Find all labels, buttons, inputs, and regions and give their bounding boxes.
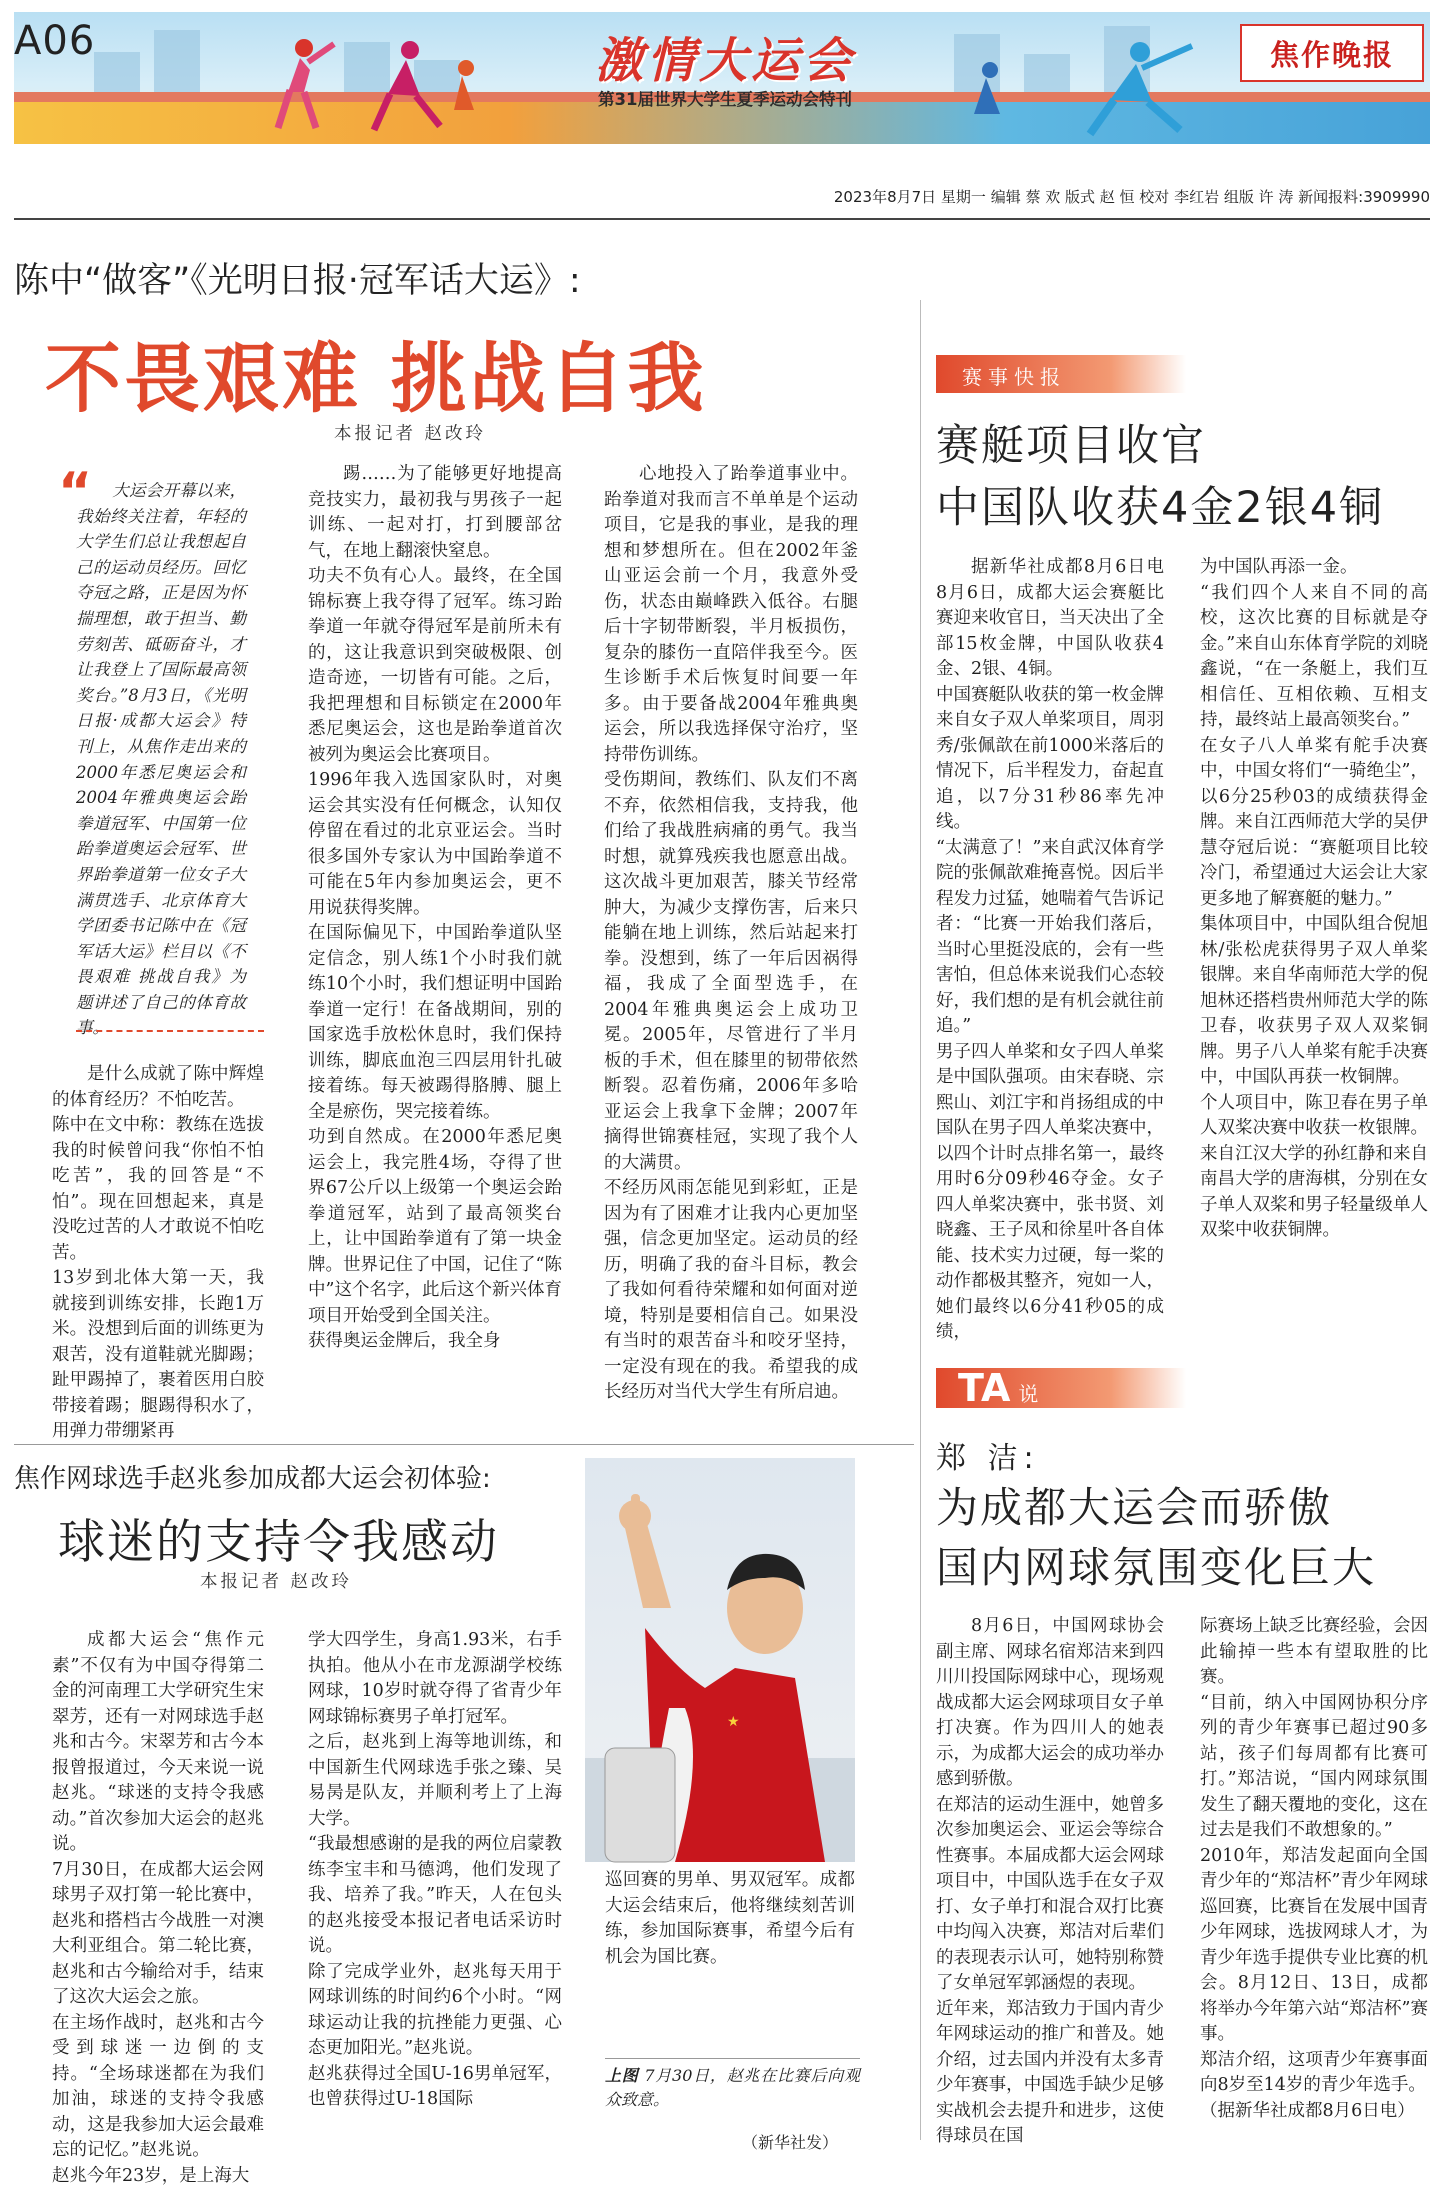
athlete-figure xyxy=(585,1458,855,1862)
ta-col-1: 8月6日，中国网球协会副主席、网球名宿郑洁来到四川川投国际网球中心，现场观战成都大运会网球项目女子单打决赛。作为四川人的她表示，为成都大运会的成功举办感到骄傲。 在郑洁的运动生涯中，她曾多次参加奥运会、亚运会等综合性赛事。本届成都大运会网球项目中，中国队选手在女子双打、女子单打和混合双打比赛中均闯入决赛，郑洁对后辈们的表现表示认可，她特别称赞了女单冠军郭涵煜的表现。 近年来，郑洁致力于国内青少年网球运动的推广和普及。她介绍，过去国内并没有太多青少年赛事，中国选手缺少足够实战机会去提升和进步，这使得球员在国 xyxy=(936,1616,1164,2146)
main-kicker: 陈中“做客”《光明日报·冠军话大运》: xyxy=(14,261,581,301)
newspaper-logo: 焦作晚报 xyxy=(1240,24,1424,82)
sidebar-section-label: 赛事快报 xyxy=(936,355,1186,393)
main-col-2: 踢……为了能够更好地提高竞技实力，最初我与男孩子一起训练、一起对打，打到腰部岔气，在地上翻滚快窒息。 功夫不负有心人。最终，在全国锦标赛上我夺得了冠军。练习跆拳道一年就夺得冠军是前所未有的，这让我意识到突破极限、创造奇迹，一切皆有可能。之后，我把理想和目标锁定在2000年悉尼奥运会，这也是跆拳道首次被列为奥运会比赛项目。 1996年我入选国家队时，对奥运会其实没有任何概念，认知仅停留在看过的北京亚运会。当时很多国外专家认为中国跆拳道不可能在5年内参加奥运会，更不用说获得奖牌。 在国际偏见下，中国跆拳道队坚定信念，别人练1个小时我们就练10个小时，我们想证明中国跆拳道一定行！在备战期间，别的国家选手放松休息时，我们保持训练，脚底血泡三四层用针扎破接着练。每天被踢得胳膊、腿上全是瘀伤，哭完接着练。 功到自然成。在2000年悉尼奥运会上，我完胜4场，夺得了世界67公斤以上级第一个奥运会跆拳道冠军，站到了最高领奖台上，让中国跆拳道有了第一块金牌。世界记住了中国，记住了“陈中”这个名字，此后这个新兴体育项目开始受到全国关注。 获得奥运金牌后，我全身 xyxy=(308,464,562,1351)
main-headline: 不畏艰难 挑战自我 xyxy=(45,334,707,423)
main-lead: 大运会开幕以来，我始终关注着，年轻的大学生们总让我想起自己的运动员经历。回忆夺冠之路，正是因为怀揣理想，敢于担当、勤劳刻苦、砥砺奋斗，才让我登上了国际最高领奖台。”8月3日，《光明日报·成都大运会》特刊上，从焦作走出来的2000年悉尼奥运会和2004年雅典奥运会跆拳道冠军、中国第一位跆拳道奥运会冠军、世界跆拳道第一位女子大满贯选手、北京体育大学团委书记陈中在《冠军话大运》栏目以《不畏艰难 挑战自我》为题讲述了自己的体育故事。 xyxy=(76,481,246,1038)
section-rule xyxy=(14,1444,914,1445)
tennis-kicker: 焦作网球选手赵兆参加成都大运会初体验: xyxy=(14,1464,491,1494)
tennis-headline: 球迷的支持令我感动 xyxy=(58,1515,499,1570)
ta-headline-line-2: 国内网球氛围变化巨大 xyxy=(936,1543,1377,1592)
caption-text: 7月30日，赵兆在比赛后向观众致意。 xyxy=(605,2066,860,2109)
ta-headline xyxy=(936,1478,1376,1598)
header-rule xyxy=(14,218,1430,220)
main-col-1: 是什么成就了陈中辉煌的体育经历？不怕吃苦。 陈中在文中称：教练在选拔我的时候曾问我“你怕不怕吃苦”，我的回答是“不怕”。现在回想起来，真是没吃过苦的人才敢说不怕吃苦。 13岁到北体大第一天，我就接到训练安排，长跑1万米。没想到后面的训练更为艰苦，没有道鞋就光脚踢；趾甲踢掉了，裹着医用白胶带接着踢；腿踢得积水了，用弹力带绷紧再 xyxy=(52,1064,264,1441)
banner-subtitle: 第31届世界大学生夏季运动会特刊 xyxy=(598,90,852,109)
tennis-col-1: 成都大运会“焦作元素”不仅有为中国夺得第二金的河南理工大学研究生宋翠芳，还有一对网球选手赵兆和古今。宋翠芳和古今本报曾报道过，今天来说一说赵兆。“球迷的支持令我感动。”首次参加大运会的赵兆说。 7月30日，在成都大运会网球男子双打第一轮比赛中，赵兆和搭档古今战胜一对澳大利亚组合。第二轮比赛，赵兆和古今输给对手，结束了这次大运会之旅。 在主场作战时，赵兆和古今受到球迷一边倒的支持。“全场球迷都在为我们加油，球迷的支持令我感动，这是我参加大运会最难忘的记忆。”赵兆说。 赵兆今年23岁，是上海大 xyxy=(52,1630,264,2186)
sidebar-headline-line-1: 赛艇项目收官 xyxy=(936,421,1206,471)
column-divider xyxy=(920,300,921,2140)
ta-col-2: 际赛场上缺乏比赛经验，会因此输掉一些本有望取胜的比赛。 “目前，纳入中国网协积分序列的青少年赛事已超过90多站，孩子们每周都有比赛可打。”郑洁说，“国内网球氛围发生了翻天覆地的变化，这在过去是我们不敢想象的。” 2010年，郑洁发起面向全国青少年的“郑洁杯”青少年网球巡回赛，比赛旨在发展中国青少年网球，选拔网球人才，为青少年选手提供专业比赛的机会。8月12日、13日，成都将举办今年第六站“郑洁杯”赛事。 郑洁介绍，这项青少年赛事面向8岁至14岁的青少年选手。 （据新华社成都8月6日电） xyxy=(1200,1616,1428,2121)
tennis-col-3: 巡回赛的男单、男双冠军。成都大运会结束后，他将继续刻苦训练，参加国际赛事，希望今后有机会为国比赛。 xyxy=(605,1870,855,1967)
edition-info: 2023年8月7日 星期一 编辑 蔡 欢 版式 赵 恒 校对 李红岩 组版 许 涛 新闻报料:3909990 xyxy=(833,188,1430,206)
athletes-illustration-left xyxy=(270,30,500,145)
ta-label-main: TA xyxy=(958,1366,1011,1410)
banner-title: 激情大运会 xyxy=(594,33,855,89)
ta-headline-line-1: 为成都大运会而骄傲 xyxy=(936,1483,1333,1532)
sidebar-headline-line-2: 中国队收获4金2银4铜 xyxy=(936,483,1385,533)
ta-label-suffix: 说 xyxy=(1018,1382,1039,1406)
tennis-byline: 本报记者 赵改玲 xyxy=(200,1572,353,1592)
lead-divider xyxy=(76,1030,264,1032)
ta-section-label xyxy=(936,1368,1186,1408)
ta-kicker: 郑 洁: xyxy=(936,1441,1040,1476)
caption-label: 上图 xyxy=(605,2066,639,2085)
photo-caption xyxy=(605,2064,860,2120)
svg-text:★: ★ xyxy=(727,1714,740,1730)
tennis-col-2: 学大四学生，身高1.93米，右手执拍。他从小在市龙源湖学校练网球，10岁时就夺得了省青少年网球锦标赛男子单打冠军。 之后，赵兆到上海等地训练，和中国新生代网球选手张之臻、吴易昺是队友，并顺利考上了上海大学。 “我最想感谢的是我的两位启蒙教练李宝丰和马德鸿，他们发现了我、培养了我。”昨天，人在包头的赵兆接受本报记者电话采访时说。 除了完成学业外，赵兆每天用于网球训练的时间约6个小时。“网球运动让我的抗挫能力更强、心态更加阳光。”赵兆说。 赵兆获得过全国U-16男单冠军，也曾获得过U-18国际 xyxy=(308,1630,562,2109)
athletes-illustration-right xyxy=(930,30,1230,145)
athlete-photo xyxy=(585,1458,855,1862)
quote-mark-icon: “ xyxy=(58,462,93,522)
page-number: A06 xyxy=(14,18,96,64)
sidebar-col-2: 为中国队再添一金。 “我们四个人来自不同的高校，这次比赛的目标就是夺金。”来自山东体育学院的刘晓鑫说，“在一条艇上，我们互相信任、互相依赖、互相支持，最终站上最高领奖台。” 在女子八人单桨有舵手决赛中，中国女将们“一骑绝尘”，以6分25秒03的成绩获得金牌。来自江西师范大学的吴伊慧夺冠后说：“赛艇项目比较冷门，希望通过大运会让大家更多地了解赛艇的魅力。” 集体项目中，中国队组合倪旭林/张松虎获得男子双人单桨银牌。来自华南师范大学的倪旭林还搭档贵州师范大学的陈卫春，收获男子双人双桨铜牌。男子八人单桨有舵手决赛中，中国队再获一枚铜牌。 个人项目中，陈卫春在男子单人双桨决赛中收获一枚银牌。来自江汉大学的孙红静和来自南昌大学的唐海棋，分别在女子单人双桨和男子轻量级单人双桨中收获铜牌。 xyxy=(1200,557,1428,1240)
sidebar-col-1: 据新华社成都8月6日电 8月6日，成都大运会赛艇比赛迎来收官日，当天决出了全部15枚金牌，中国队收获4金、2银、4铜。 中国赛艇队收获的第一枚金牌来自女子双人单桨项目，周羽秀/张佩歆在前1000米落后的情况下，后半程发力，奋起直追，以7分31秒86率先冲线。 “太满意了！”来自武汉体育学院的张佩歆难掩喜悦。因后半程发力过猛，她喘着气告诉记者：“比赛一开始我们落后，当时心里挺没底的，会有一些害怕，但总体来说我们心态较好，我们想的是有机会就往前追。” 男子四人单桨和女子四人单桨是中国队强项。由宋春晓、宗熙山、刘江宇和肖扬组成的中国队在男子四人单桨决赛中，以四个计时点排名第一，最终用时6分09秒46夺金。女子四人单桨决赛中，张书贤、刘晓鑫、王子凤和徐星叶各自体能、技术实力过硬，每一桨的动作都极其整齐，宛如一人，她们最终以6分41秒05的成绩， xyxy=(936,557,1164,1342)
main-col-3: 心地投入了跆拳道事业中。跆拳道对我而言不单单是个运动项目，它是我的事业，是我的理想和梦想所在。但在2002年釜山亚运会前一个月，我意外受伤，状态由巅峰跌入低谷。右腿后十字韧带断裂，半月板损伤，复杂的膝伤一直陪伴我至今。医生诊断手术后恢复时间要一年多。由于要备战2004年雅典奥运会，所以我选择保守治疗，坚持带伤训练。 受伤期间，教练们、队友们不离不弃，依然相信我，支持我，他们给了我战胜病痛的勇气。我当时想，就算残疾我也愿意出战。这次战斗更加艰苦，膝关节经常肿大，为减少支撑伤害，后来只能躺在地上训练，然后站起来打拳。没想到，练了一年后因祸得福，我成了全面型选手，在2004年雅典奥运会上成功卫冕。2005年，尽管进行了半月板的手术，但在膝里的韧带依然断裂。忍着伤痛，2006年多哈亚运会上我拿下金牌；2007年摘得世锦赛桂冠，实现了我个人的大满贯。 不经历风雨怎能见到彩虹，正是因为有了困难才让我内心更加坚强，信念更加坚定。运动员的经历，明确了我的奋斗目标，教会了我如何看待荣耀和如何面对逆境，特别是要相信自己。如果没有当时的艰苦奋斗和咬牙坚持，一定没有现在的我。希望我的成长经历对当代大学生有所启迪。 xyxy=(604,464,858,1402)
main-byline: 本报记者 赵改玲 xyxy=(334,424,487,444)
photo-credit: （新华社发） xyxy=(742,2133,839,2152)
sidebar-headline xyxy=(936,415,1384,539)
